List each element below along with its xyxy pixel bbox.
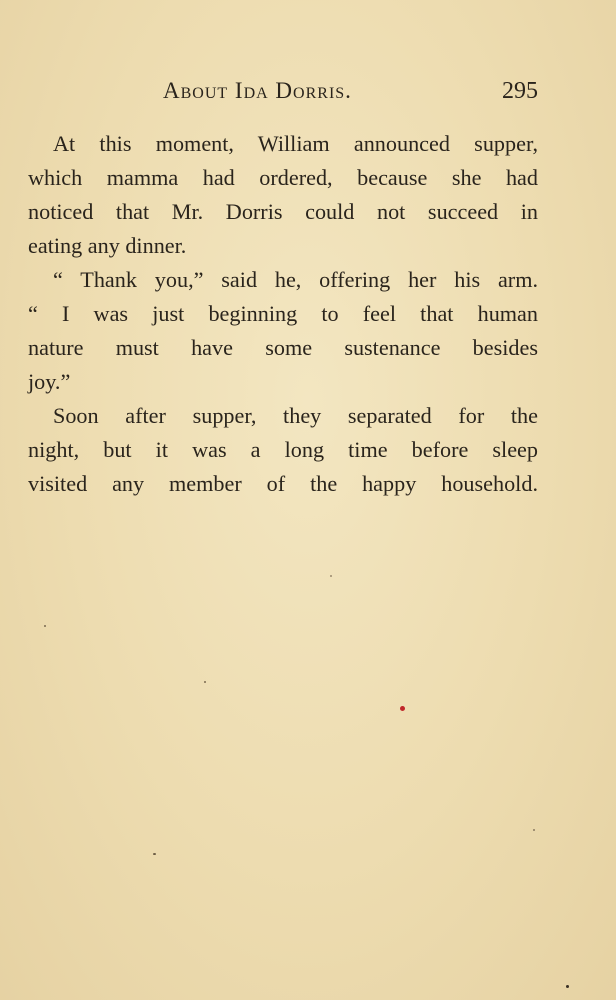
paper-speck [153,853,156,855]
text-line: noticed that Mr. Dorris could not succeed in [28,199,538,224]
text-line: visited any member of the happy household. [28,471,538,496]
paper-speck [44,625,46,627]
paragraph-1 [28,127,538,263]
text-line: At this moment, William announced supper, [53,131,538,156]
text-line: “ Thank you,” said he, offering her his arm. [53,267,538,292]
text-line: night, but it was a long time before sleep [28,437,538,462]
paper-speck [330,575,332,577]
text-line: joy.” [28,369,71,394]
paper-speck [566,985,569,988]
body-text [28,127,538,501]
paper-speck [204,681,206,683]
text-line: Soon after supper, they separated for the [53,403,538,428]
page-number: 295 [502,78,538,104]
paragraph-3 [28,399,538,501]
text-line: eating any dinner. [28,233,187,258]
paper-speck [533,829,535,831]
paragraph-2 [28,263,538,399]
running-head [0,74,616,108]
text-line: which mamma had ordered, because she had [28,165,538,190]
running-title: About Ida Dorris. [163,78,352,103]
paper-speck [400,706,405,711]
text-line: nature must have some sustenance besides [28,335,538,360]
text-line: “ I was just beginning to feel that human [28,301,538,326]
